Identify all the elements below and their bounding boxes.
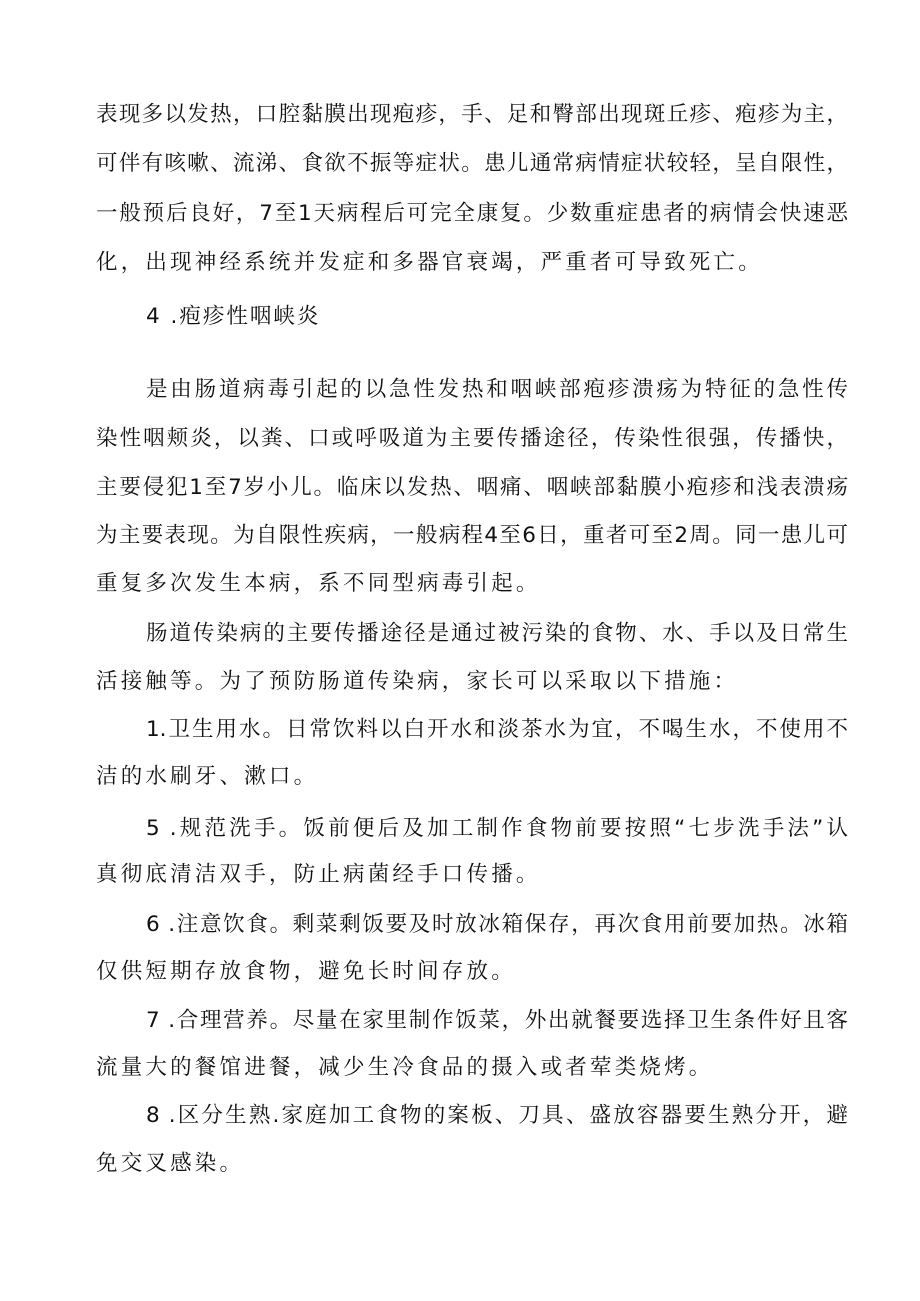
list-item-line: 7 .合理营养。尽量在家里制作饭菜，外出就餐要选择卫生条件好且客	[146, 1008, 848, 1033]
body-text-line: 一般预后良好，7至1天病程后可完全康复。少数重症患者的病情会快速恶	[96, 201, 848, 226]
body-text-line: 可伴有咳嗽、流涕、食欲不振等症状。患儿通常病情症状较轻，呈自限性，	[96, 151, 848, 176]
list-item-line: 洁的水刷牙、漱口。	[96, 764, 319, 789]
section-heading: 4 .疱疹性咽峡炎	[146, 304, 321, 329]
body-text-line: 是由肠道病毒引起的以急性发热和咽峡部疱疹溃疡为特征的急性传	[146, 377, 848, 402]
list-item-line: 5 .规范洗手。饭前便后及加工制作食物前要按照“七步洗手法”认	[146, 816, 848, 841]
list-item-line: 流量大的餐馆进餐，减少生冷食品的摄入或者荤类烧烤。	[96, 1055, 714, 1080]
body-text-line: 染性咽颊炎，以粪、口或呼吸道为主要传播途径，传染性很强，传播快，	[96, 426, 848, 451]
list-item-line: 仅供短期存放食物，避免长时间存放。	[96, 959, 516, 984]
list-item-line: 6 .注意饮食。剩菜剩饭要及时放冰箱保存，再次食用前要加热。冰箱	[146, 912, 848, 937]
body-text-line: 化，出现神经系统并发症和多器官衰竭，严重者可导致死亡。	[96, 250, 763, 275]
body-text-line: 主要侵犯1至7岁小儿。临床以发热、咽痛、咽峡部黏膜小疱疹和浅表溃疡	[96, 475, 848, 500]
list-item-line: 真彻底清洁双手，防止病菌经手口传播。	[96, 862, 541, 887]
list-item-line: 免交叉感染。	[96, 1151, 245, 1176]
body-text-line: 重复多次发生本病，系不同型病毒引起。	[96, 571, 541, 596]
body-text-line: 为主要表现。为自限性疾病，一般病程4至6日，重者可至2周。同一患儿可	[96, 523, 848, 548]
list-item-line: 8 .区分生熟.家庭加工食物的案板、刀具、盛放容器要生熟分开，避	[146, 1103, 848, 1128]
body-text-line: 表现多以发热，口腔黏膜出现疱疹，手、足和臀部出现斑丘疹、疱疹为主，	[96, 102, 848, 127]
list-item-line: 1.卫生用水。日常饮料以白开水和淡茶水为宜，不喝生水，不使用不	[146, 717, 848, 742]
body-text-line: 肠道传染病的主要传播途径是通过被污染的食物、水、手以及日常生	[146, 621, 848, 646]
body-text-line: 活接触等。为了预防肠道传染病，家长可以采取以下措施：	[96, 669, 739, 694]
